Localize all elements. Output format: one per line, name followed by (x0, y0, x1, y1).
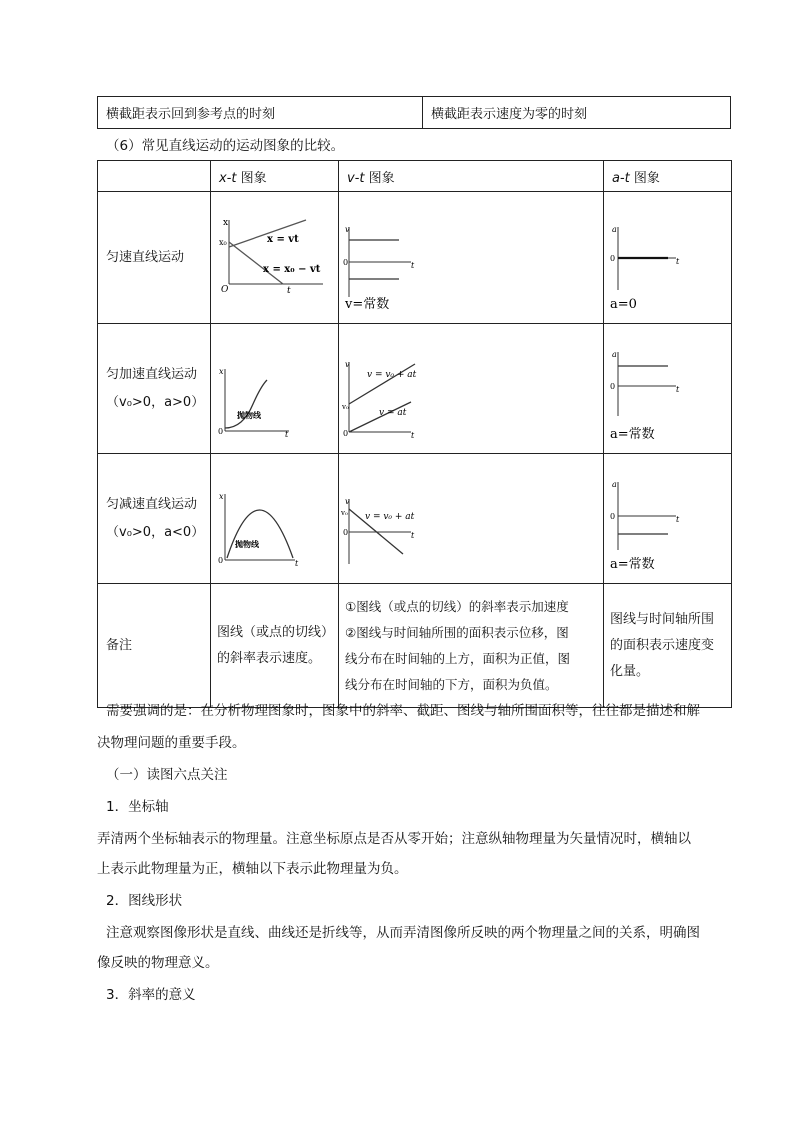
remarks-vt-line: ①图线（或点的切线）的斜率表示加速度 (345, 598, 569, 614)
at-zero: 0 (610, 254, 616, 263)
heading-slope: 3．斜率的意义 (106, 987, 196, 1003)
at-zero: 0 (610, 382, 616, 391)
xt-t: t (295, 559, 299, 568)
xt-zero: 0 (218, 427, 224, 436)
xt-curve: 抛物线 (235, 539, 259, 549)
vt-v0: v₀ (341, 509, 348, 517)
vt-zero: 0 (343, 528, 349, 537)
at-zero: 0 (610, 512, 616, 521)
header-row (98, 161, 732, 192)
xt-t: t (285, 430, 289, 439)
vt-graph-accelerated (339, 324, 604, 449)
at-caption: a=常数 (610, 427, 655, 442)
vt-line2: v = at (379, 408, 407, 418)
emphasis-line2: 决物理问题的重要手段。 (97, 735, 246, 751)
xt-line2: x = x₀ − vt (263, 264, 321, 275)
xt-graph-accelerated (211, 324, 339, 449)
vt-zero: 0 (343, 258, 349, 267)
vt-t: t (411, 431, 415, 440)
at-graph-accelerated (604, 324, 732, 449)
row-name: 匀速直线运动 (98, 192, 211, 324)
row-name (98, 454, 211, 584)
vt-graph-cell (339, 192, 604, 324)
vt-t: t (411, 531, 415, 540)
xt-x: x (219, 367, 224, 376)
vt-graph-cell (339, 324, 604, 454)
xt-graph-cell (211, 454, 339, 584)
row-name (98, 324, 211, 454)
emphasis-line1: 需要强调的是：在分析物理图象时，图象中的斜率、截距、图线与轴所围面积等，往往都是描述和解 (106, 703, 700, 719)
remarks-at-line: 的面积表示速度变 (610, 637, 715, 653)
at-graph-uniform (604, 192, 732, 319)
section-heading: （一）读图六点关注 (106, 767, 228, 783)
vt-graph-uniform (339, 192, 604, 319)
remarks-at-line: 化量。 (610, 663, 650, 679)
header-vt: v-t 图象 (339, 161, 604, 192)
at-caption: a=常数 (610, 557, 655, 572)
row-accelerated (98, 324, 732, 454)
header-at: a-t 图象 (604, 161, 732, 192)
remarks-label: 备注 (98, 584, 211, 708)
heading-axis: 1．坐标轴 (106, 799, 169, 815)
top-left-cell: 横截距表示回到参考点的时刻 (98, 97, 423, 129)
vt-zero: 0 (343, 429, 349, 438)
para-axis-line1: 弄清两个坐标轴表示的物理量。注意坐标原点是否从零开始；注意纵轴物理量为矢量情况时，横轴以 (97, 831, 691, 847)
remarks-xt-line: 图线（或点的切线） (217, 624, 335, 640)
remarks-xt (211, 584, 339, 708)
vt-v: v (345, 225, 350, 234)
at-a: a (612, 480, 617, 489)
remarks-vt (339, 584, 604, 708)
at-a: a (612, 225, 617, 234)
xt-curve: 抛物线 (237, 410, 261, 420)
at-t: t (676, 385, 680, 394)
xt-origin: O (221, 285, 229, 295)
xt-graph-decelerated (211, 454, 339, 579)
remarks-xt-line: 的斜率表示速度。 (217, 650, 322, 666)
row-name-line1: 匀减速直线运动 (106, 496, 198, 512)
vt-graph-cell (339, 454, 604, 584)
heading-shape: 2．图线形状 (106, 893, 183, 909)
vt-line1: v = v₀ + at (367, 370, 417, 380)
at-graph-decelerated (604, 454, 732, 579)
at-graph-cell (604, 454, 732, 584)
header-blank (98, 161, 211, 192)
xt-x0: x₀ (219, 238, 227, 247)
vt-caption: v=常数 (345, 297, 390, 312)
top-table (97, 96, 731, 129)
top-right-cell: 横截距表示速度为零的时刻 (423, 97, 731, 129)
xt-zero: 0 (218, 556, 224, 565)
xt-line1: x = vt (267, 234, 299, 245)
xt-graph-cell (211, 324, 339, 454)
motion-graph-table (97, 160, 732, 708)
table-intro: （6）常见直线运动的运动图象的比较。 (106, 138, 345, 154)
at-t: t (676, 515, 680, 524)
vt-v: v (345, 497, 350, 506)
vt-t: t (411, 261, 415, 270)
at-t: t (676, 257, 680, 266)
vt-line1: v = v₀ + at (365, 512, 415, 522)
xt-graph-cell (211, 192, 339, 324)
remarks-vt-line: 线分布在时间轴的上方，面积为正值，图 (345, 650, 571, 666)
para-shape-line1: 注意观察图像形状是直线、曲线还是折线等，从而弄清图像所反映的两个物理量之间的关系，明确图 (106, 925, 700, 941)
at-graph-cell (604, 324, 732, 454)
at-graph-cell (604, 192, 732, 324)
row-name-line1: 匀加速直线运动 (106, 366, 198, 382)
at-caption: a=0 (610, 297, 637, 312)
vt-graph-decelerated (339, 454, 604, 579)
vt-v: v (345, 360, 350, 369)
row-decelerated (98, 454, 732, 584)
para-shape-line2: 像反映的物理意义。 (97, 955, 219, 971)
para-axis-line2: 上表示此物理量为正，横轴以下表示此物理量为负。 (97, 861, 408, 877)
xt-t: t (287, 286, 291, 296)
header-xt: x-t 图象 (211, 161, 339, 192)
xt-axis-x: x (223, 218, 229, 228)
remarks-at (604, 584, 732, 708)
row-uniform (98, 192, 732, 324)
row-remarks (98, 584, 732, 708)
row-name-line2: （v₀>0，a<0） (106, 524, 205, 540)
row-name-line2: （v₀>0，a>0） (106, 394, 205, 410)
remarks-at-line: 图线与时间轴所围 (610, 611, 715, 627)
remarks-vt-line: 线分布在时间轴的下方，面积为负值。 (345, 676, 558, 692)
xt-x: x (219, 492, 224, 501)
remarks-vt-line: ②图线与时间轴所围的面积表示位移，图 (345, 624, 569, 640)
xt-graph-uniform (211, 192, 339, 319)
vt-v0: v₀ (342, 403, 349, 411)
at-a: a (612, 350, 617, 359)
